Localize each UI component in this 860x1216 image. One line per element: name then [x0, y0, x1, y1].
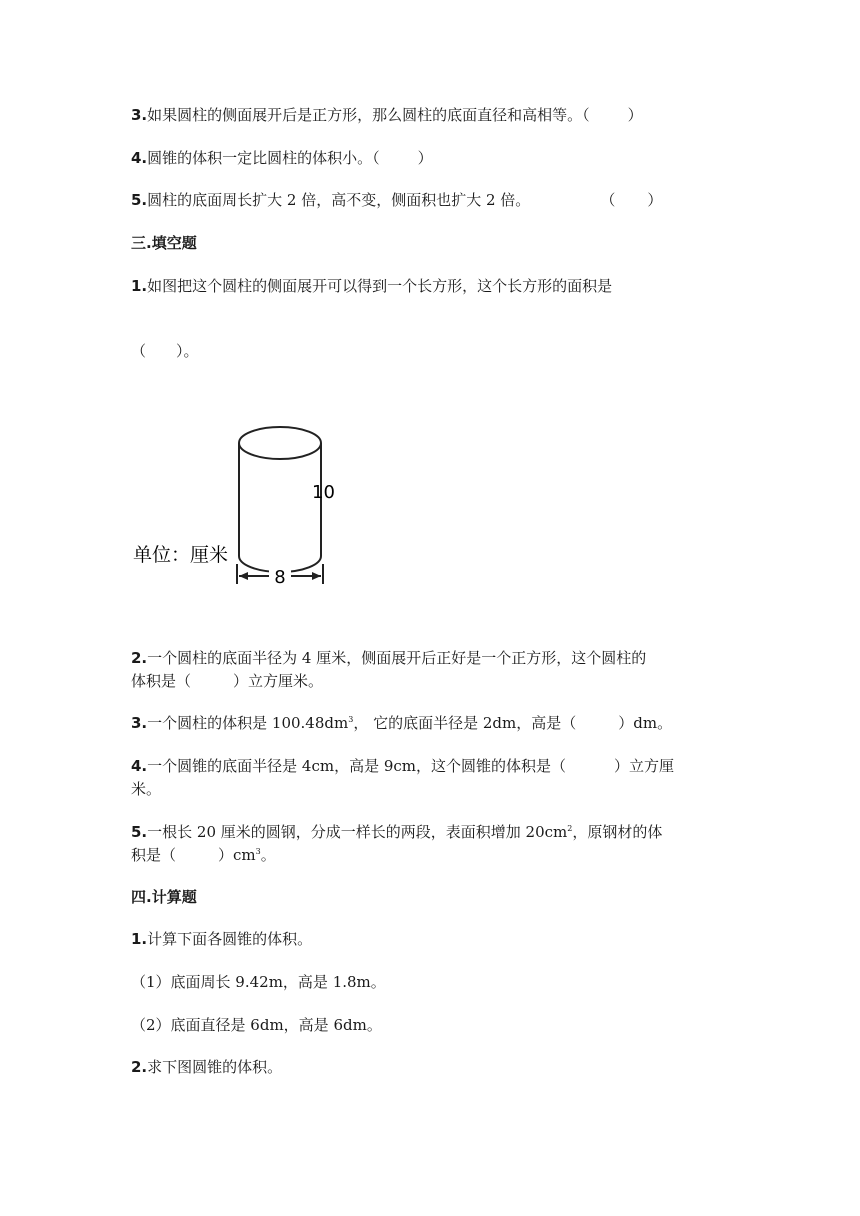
question-text: 圆锥的体积一定比圆柱的体积小。 [147, 149, 373, 167]
question-text: 圆柱的底面周长扩大 2 倍，高不变，侧面积也扩大 2 倍。 [147, 191, 531, 209]
question-text: 体积是（ [131, 672, 192, 690]
question-text: ）dm。 [618, 714, 673, 732]
question-text: ）立方厘米。 [233, 672, 324, 690]
section-heading-calculation: 四.计算题 [131, 888, 197, 906]
question-number: 4. [131, 757, 148, 775]
fill-question-4 [131, 753, 674, 779]
question-number: 1. [131, 930, 148, 948]
question-text: ，原钢材的体 [572, 823, 663, 841]
calc-question-2 [131, 1054, 282, 1080]
superscript: 3 [348, 715, 354, 724]
judge-question-3 [131, 102, 643, 128]
question-number: 3. [131, 106, 148, 124]
diameter-label: 8 [274, 567, 286, 588]
height-label: 10 [312, 482, 335, 503]
question-number: 4. [131, 149, 148, 167]
fill-question-4-cont: 米。 [131, 780, 162, 798]
question-number: 3. [131, 714, 148, 732]
answer-paren-close: ） [647, 191, 663, 209]
fill-question-3 [131, 710, 672, 736]
fill-question-1-answer[interactable]: （ ）。 [131, 342, 199, 360]
calc-question-1 [131, 926, 312, 952]
answer-paren-close: ） [627, 106, 643, 124]
question-number: 2. [131, 1058, 148, 1076]
unit-label: 单位：厘米 [133, 544, 229, 566]
question-number: 2. [131, 649, 148, 667]
section-heading-fill-in: 三.填空题 [131, 234, 197, 252]
judge-question-4 [131, 145, 433, 171]
fill-question-1 [131, 273, 612, 299]
calc-question-1-part-1: （1）底面周长 9.42m，高是 1.8m。 [131, 973, 386, 991]
question-number: 1. [131, 277, 148, 295]
question-text: 求下图圆锥的体积。 [147, 1058, 283, 1076]
question-text: ， 它的底面半径是 2dm，高是（ [353, 714, 577, 732]
question-text: 如果圆柱的侧面展开后是正方形，那么圆柱的底面直径和高相等。 [147, 106, 583, 124]
question-text: 一根长 20 厘米的圆钢，分成一样长的两段，表面积增加 20cm [147, 823, 568, 841]
question-text: 。 [260, 846, 276, 864]
answer-paren-open: （ [600, 191, 616, 209]
fill-question-5-cont [131, 842, 276, 868]
judge-question-5 [131, 187, 662, 213]
question-number: 5. [131, 823, 148, 841]
question-text: 积是（ [131, 846, 177, 864]
answer-paren-open: （ [582, 106, 590, 124]
question-text: 如图把这个圆柱的侧面展开可以得到一个长方形，这个长方形的面积是 [147, 277, 613, 295]
cylinder-figure [131, 418, 341, 590]
answer-paren-close: ） [417, 149, 433, 167]
question-text: 一个圆柱的底面半径为 4 厘米，侧面展开后正好是一个正方形，这个圆柱的 [147, 649, 647, 667]
question-text: ）cm [218, 846, 256, 864]
question-text: 一个圆锥的底面半径是 4cm，高是 9cm，这个圆锥的体积是（ [147, 757, 567, 775]
superscript: 2 [567, 824, 573, 833]
question-text: 计算下面各圆锥的体积。 [147, 930, 313, 948]
calc-question-1-part-2: （2）底面直径是 6dm，高是 6dm。 [131, 1016, 382, 1034]
question-text: 一个圆柱的体积是 100.48dm [147, 714, 349, 732]
question-text: ）立方厘 [614, 757, 675, 775]
answer-paren-open: （ [372, 149, 380, 167]
cylinder-diagram [131, 418, 341, 590]
question-number: 5. [131, 191, 148, 209]
fill-question-2-cont [131, 668, 323, 694]
superscript: 3 [255, 847, 261, 856]
